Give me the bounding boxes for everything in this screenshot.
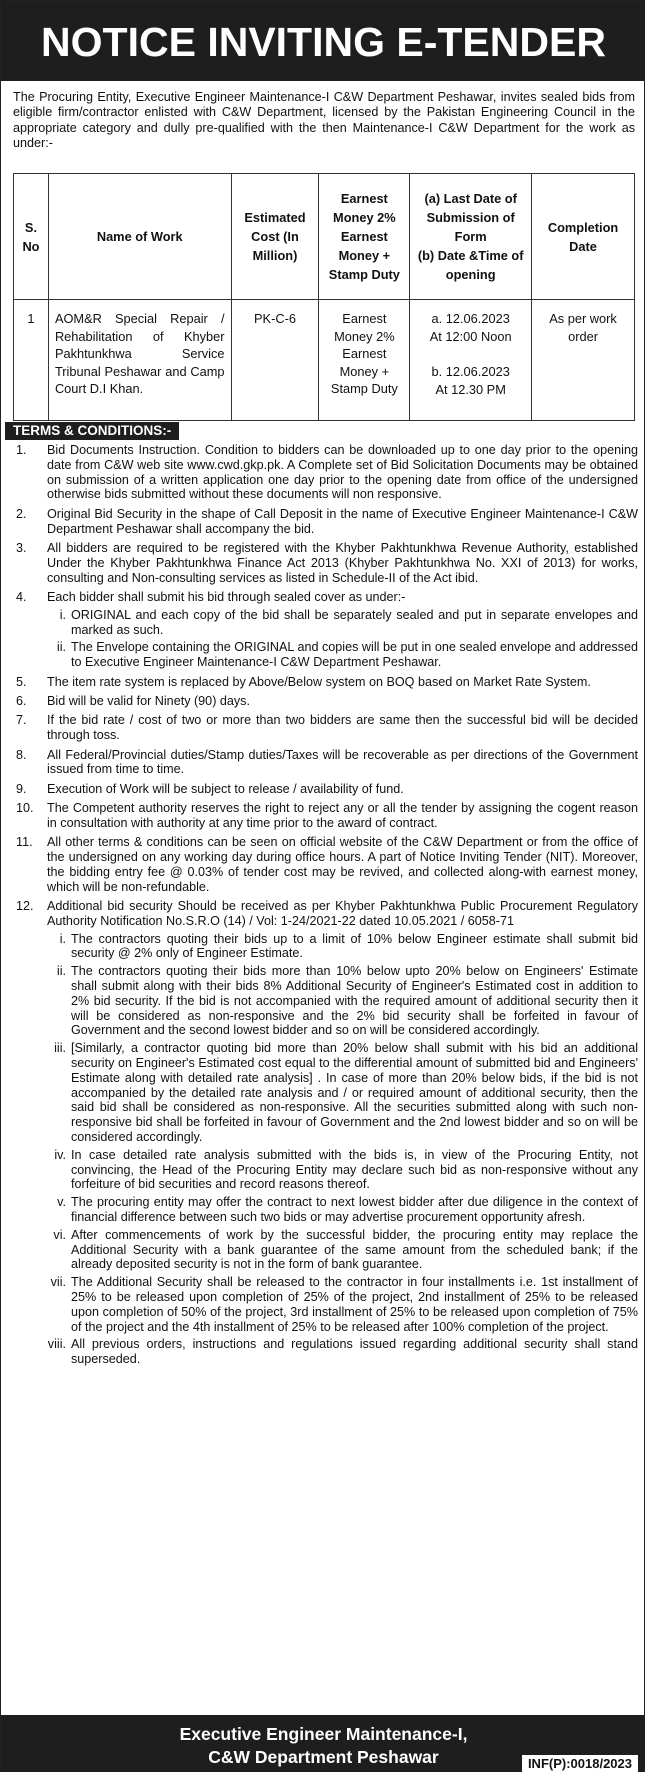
sub-item — [47, 1275, 638, 1334]
works-table — [13, 173, 635, 421]
header-completion: Completion Date — [532, 174, 635, 300]
cell-cost: PK-C-6 — [231, 300, 319, 421]
term-text: Each bidder shall submit his bid through sealed cover as under:- — [47, 589, 406, 604]
cell-work: AOM&R Special Repair / Rehabilitation of Khyber Pakhtunkhwa Service Tribunal Peshawar and Camp Court D.I Khan. — [48, 300, 231, 421]
term-text: Additional bid security Should be received as per Khyber Pakhtunkhwa Public Procurement Regulatory Authority Notification No.S.R.O (14) / Vol: 1-24/2021-22 dated 10.05.2021 / 6058-71 — [47, 899, 638, 928]
term-number: 1. — [16, 443, 27, 457]
sub-text: The contractors quoting their bids up to a limit of 10% below Engineer estimate shall submit bid security @ 2% only of Engineer Estimate. — [71, 931, 638, 961]
table-row — [14, 300, 635, 421]
sub-number: vi. — [53, 1227, 66, 1242]
term-item — [5, 541, 638, 585]
term-item — [5, 835, 638, 894]
header-cost: Estimated Cost (In Million) — [231, 174, 319, 300]
deadline-b-time: At 12.30 PM — [435, 381, 506, 397]
term-number: 3. — [16, 540, 27, 555]
cell-completion: As per work order — [532, 300, 635, 421]
table-header-row — [14, 174, 635, 300]
term-text: The item rate system is replaced by Above/Below system on BOQ based on Market Rate System. — [47, 674, 591, 689]
term-number: 9. — [16, 781, 27, 796]
sub-text: The Envelope containing the ORIGINAL and copies will be put in one sealed envelope and addressed to Executive Engineer Maintenance-I C&W Department Peshawar. — [71, 640, 638, 670]
term-number: 6. — [16, 693, 27, 708]
sub-number: viii. — [47, 1337, 66, 1352]
reference-number: INF(P):0018/2023 — [522, 1755, 638, 1772]
term-item — [5, 713, 638, 743]
sub-item — [47, 1195, 638, 1225]
sub-number: i. — [59, 607, 66, 622]
term-item — [5, 801, 638, 831]
term-number: 7. — [16, 713, 27, 728]
sub-number: iii. — [54, 1041, 66, 1056]
notice-title: NOTICE INVITING E-TENDER — [1, 1, 645, 81]
term-text: If the bid rate / cost of two or more than two bidders are same then the successful bid will be decided through toss. — [47, 713, 638, 743]
footer-department: C&W Department Peshawar — [208, 1747, 439, 1767]
term-text: Original Bid Security in the shape of Call Deposit in the name of Executive Engineer Maintenance-I C&W Department Peshawar shall accompany the bid. — [47, 506, 638, 536]
sub-text: [Similarly, a contractor quoting bid more than 20% below shall submit with his bid an additional security on Engineer's Estimated cost equal to the differential amount of submitted bid and Engineers' Estimate along with detailed rate analysis] . In case of more than 20% below bids, if the bid is not accompanied by the detailed rate analysis and / or required amount of additional security, then the said bid shall be considered as non-responsive. All the securities submitted along with such non-responsive bid shall be forfeited in favour of Government and the 2nd lowest bidder and so on will be considered accordingly. — [71, 1041, 638, 1144]
sub-text: The contractors quoting their bids more than 10% below upto 20% below on Engineers' Estimate shall submit along with their bids 8% Additional Security of Engineer's Estimated cost in addition to 2% bid security. If the bid is not accompanied with the required amount of additional security then it will be considered as non-responsive and the 2% bid security shall be forfeited in favour of Government and the second lowest bidder and so on will be considered accordingly. — [71, 964, 638, 1038]
term-text: Execution of Work will be subject to release / availability of fund. — [47, 781, 404, 796]
cell-earnest: Earnest Money 2% Earnest Money + Stamp Duty — [319, 300, 410, 421]
sub-number: iv. — [54, 1147, 66, 1162]
footer-signature-block — [1, 1715, 645, 1772]
term-item — [5, 443, 638, 502]
deadline-b-date: b. 12.06.2023 — [431, 364, 510, 379]
term-item — [5, 590, 638, 670]
term-item — [5, 899, 638, 1367]
deadline-a-time: At 12:00 Noon — [429, 328, 512, 344]
sub-number: i. — [59, 931, 66, 946]
term-number: 5. — [16, 674, 27, 689]
sub-item — [47, 932, 638, 962]
sub-item — [47, 1337, 638, 1367]
header-deadline-a: (a) Last Date of Submission of Form — [424, 191, 517, 244]
sub-text: In case detailed rate analysis submitted with the bids is, in view of the Procuring Entity, not convincing, the Head of the Procuring Entity may declare such bid as non-responsive without any forfeiture of bid securities and record reasons thereof. — [71, 1147, 638, 1192]
sub-number: v. — [57, 1195, 66, 1210]
sub-text: ORIGINAL and each copy of the bid shall be separately sealed and put in separate envelopes and marked as such. — [71, 607, 638, 637]
term-number: 8. — [16, 747, 27, 762]
sub-number: vii. — [50, 1275, 66, 1290]
term-text: All other terms & conditions can be seen on official website of the C&W Department or from the office of the undersigned on any working day during office hours. A part of Notice Inviting Tender (NIT). Moreover, the bidding entry fee @ 0.03% of tender cost may be revived, and collected along-with earnest money, which will be non-refundable. — [47, 835, 638, 894]
terms-heading: TERMS & CONDITIONS:- — [5, 422, 179, 440]
sub-text: All previous orders, instructions and regulations issued regarding additional security shall stand superseded. — [71, 1337, 638, 1367]
term-text: Bid will be valid for Ninety (90) days. — [47, 693, 250, 708]
term-number: 12. — [16, 899, 34, 914]
term-item — [5, 694, 638, 709]
header-deadline — [410, 174, 532, 300]
term-number: 10. — [16, 801, 34, 816]
term-text: Bid Documents Instruction. Condition to bidders can be downloaded up to one day prior to the opening date from C&W web site www.cwd.gkp.pk. A Complete set of Bid Solicitation Documents may be obtained on submission of a written application one day prior to the opening date from office of the undersigned otherwise bids submitted without these documents will non responsive. — [47, 443, 638, 502]
sub-text: The Additional Security shall be released to the contractor in four installments i.e. 1st installment of 25% to be released upon completion of 25% of the project, 2nd installment of 25% to be released upon completion of 50% of the project, 3rd installment of 25% to be released upon completion of 75% of the project and the 4th installment of 25% to be released after 100% completion of the project. — [71, 1275, 638, 1334]
term-item — [5, 782, 638, 797]
header-sno: S. No — [14, 174, 49, 300]
sub-item — [47, 1041, 638, 1145]
terms-list — [5, 443, 638, 1372]
deadline-a-date: a. 12.06.2023 — [431, 311, 510, 326]
sub-text: The procuring entity may offer the contract to next lowest bidder after due diligence in the context of financial difference between such two bids or may advertise procurement opportunity afresh. — [71, 1195, 638, 1224]
cell-sno: 1 — [14, 300, 49, 421]
term-item — [5, 748, 638, 778]
sub-number: ii. — [56, 964, 66, 979]
sub-item — [47, 964, 638, 1038]
sub-text: After commencements of work by the successful bidder, the procuring entity may replace the Additional Security with a bank guarantee of the same amount from the scheduled bank; if the already deposited security is not in the form of bank guarantee. — [71, 1227, 638, 1272]
header-earnest: Earnest Money 2% Earnest Money + Stamp Duty — [319, 174, 410, 300]
sub-item — [47, 1228, 638, 1272]
term-text: All bidders are required to be registered with the Khyber Pakhtunkhwa Revenue Authority, established Under the Khyber Pakhtunkhwa Finance Act 2013 (Khyber Pakhtunkhwa No. XXI of 2013) for works, consulting and Non-consulting services as listed in Schedule-II of the Act ibid. — [47, 540, 638, 585]
term-number: 2. — [16, 506, 27, 521]
sub-number: ii. — [56, 640, 66, 655]
header-deadline-b: (b) Date &Time of opening — [417, 248, 524, 282]
term-number: 4. — [16, 589, 27, 604]
intro-paragraph: The Procuring Entity, Executive Engineer Maintenance-I C&W Department Peshawar, invites sealed bids from eligible firm/contractor enlisted with C&W Department, licensed by the Pakistan Engineering Council in the appropriate category and dully pre-qualified with the then Maintenance-I C&W Department for the work as under:- — [13, 90, 635, 151]
term-item — [5, 675, 638, 690]
sub-item — [47, 1148, 638, 1192]
footer-designation: Executive Engineer Maintenance-I, — [179, 1724, 468, 1744]
term-item — [5, 507, 638, 537]
header-work: Name of Work — [48, 174, 231, 300]
sub-item — [47, 608, 638, 638]
term-number: 11. — [16, 835, 33, 850]
term-text: All Federal/Provincial duties/Stamp duties/Taxes will be recoverable as per directions of the Government issued from time to time. — [47, 747, 638, 777]
sub-item — [47, 640, 638, 670]
cell-deadline — [410, 300, 532, 421]
term-text: The Competent authority reserves the right to reject any or all the tender by assigning the cogent reason in consultation with authority at any time prior to the award of contract. — [47, 801, 638, 830]
